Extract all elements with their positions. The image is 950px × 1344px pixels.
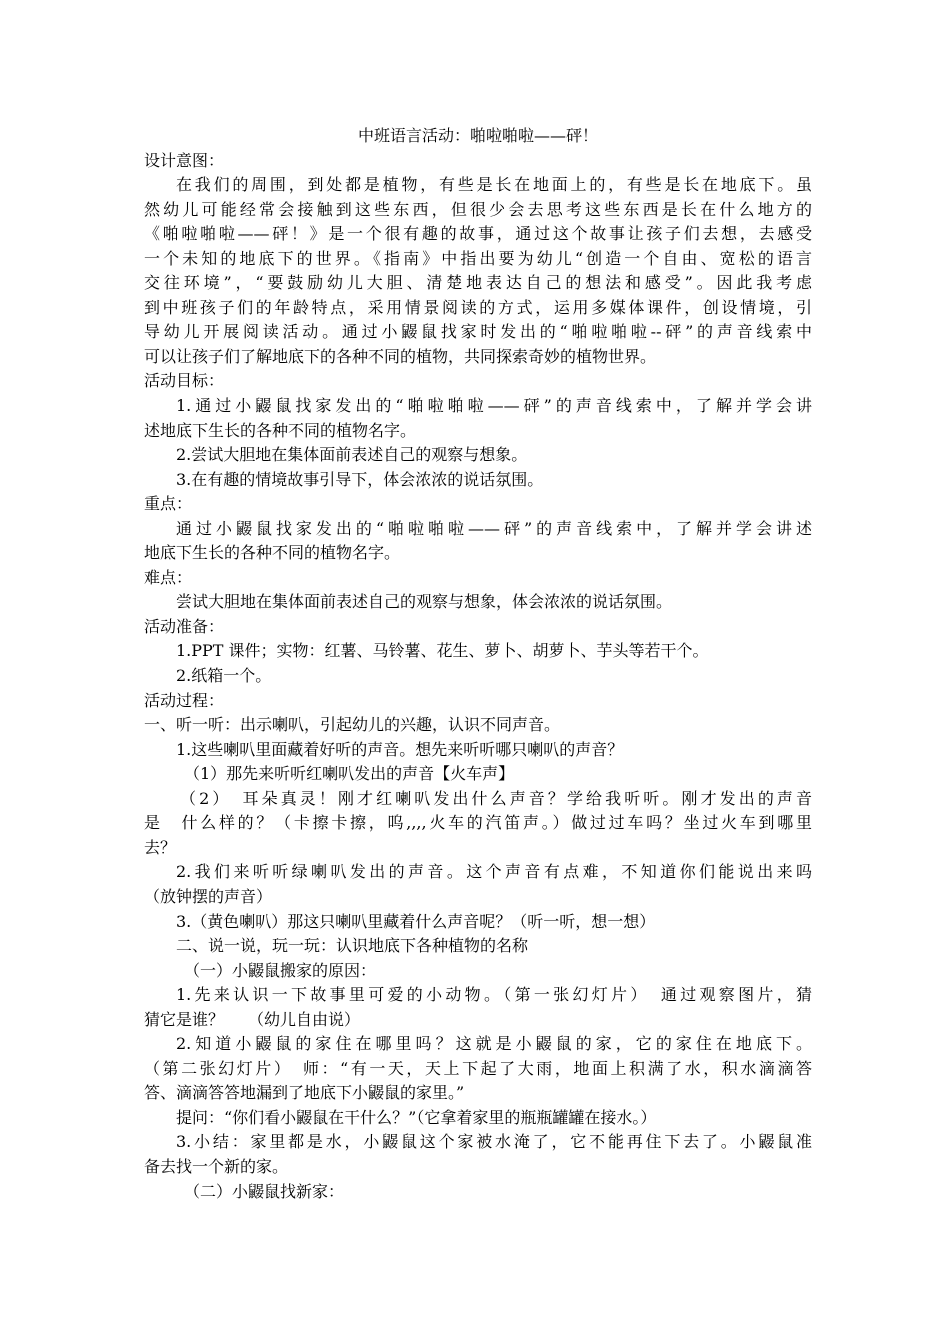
paragraph-line: 猜它是谁？ （幼儿自由说） [144,1009,361,1029]
paragraph-line: 然幼儿可能经常会接触到这些东西，但很少会去思考这些东西是长在什么地方的 [144,199,812,219]
paragraph-line: 去？ [144,837,177,857]
paragraph-line: 交往环境”，“要鼓励幼儿大胆、清楚地表达自己的想法和感受”。因此我考虑 [144,273,812,293]
paragraph-line: 1.通过小鼹鼠找家发出的“啪啦啪啦——砰”的声音线索中，了解并学会讲 [176,396,812,416]
section-heading: 难点： [144,567,193,587]
paragraph-line: 1.先来认识一下故事里可爱的小动物。（第一张幻灯片） 通过观察图片，猜 [176,985,812,1005]
paragraph-line: 2.我们来听听绿喇叭发出的声音。这个声音有点难，不知道你们能说出来吗 [176,862,812,882]
paragraph-line: 1.这些喇叭里面藏着好听的声音。想先来听听哪只喇叭的声音？ [176,739,624,759]
paragraph-line: 提问：“你们看小鼹鼠在干什么？”（它拿着家里的瓶瓶罐罐在接水。） [176,1107,657,1127]
section-heading: 活动目标： [144,371,225,391]
paragraph-line: 2.知道小鼹鼠的家住在哪里吗？这就是小鼹鼠的家，它的家住在地底下。 [176,1034,812,1054]
section-heading: 设计意图： [144,150,225,170]
document-title: 中班语言活动：啪啦啪啦——砰！ [357,126,598,145]
document-page [144,124,812,1204]
paragraph-line: 尝试大胆地在集体面前表述自己的观察与想象，体会浓浓的说话氛围。 [176,592,673,612]
paragraph-line: 述地底下生长的各种不同的植物名字。 [144,420,417,440]
section-heading: 活动准备： [144,616,225,636]
paragraph-line: 导幼儿开展阅读活动。通过小鼹鼠找家时发出的“啪啦啪啦--砰”的声音线索中 [144,322,812,342]
paragraph-line: 地底下生长的各种不同的植物名字。 [144,543,401,563]
paragraph-line: 二、说一说，玩一玩：认识地底下各种植物的名称 [176,936,529,956]
paragraph-line: （第二张幻灯片） 师：“有一天，天上下起了大雨，地面上积满了水，积水滴滴答 [144,1058,812,1078]
section-heading: 活动过程： [144,690,225,710]
paragraph-line: 3.小结：家里都是水，小鼹鼠这个家被水淹了，它不能再住下去了。小鼹鼠准 [176,1132,812,1152]
paragraph-line: 1.PPT 课件；实物：红薯、马铃薯、花生、萝卜、胡萝卜、芋头等若干个。 [176,641,709,661]
paragraph-line: 2.尝试大胆地在集体面前表述自己的观察与想象。 [176,445,528,465]
paragraph-line: 3.（黄色喇叭）那这只喇叭里藏着什么声音呢？（听一听，想一想） [176,911,656,931]
paragraph-line: （二）小鼹鼠找新家： [184,1181,345,1201]
paragraph-line: 可以让孩子们了解地底下的各种不同的植物，共同探索奇妙的植物世界。 [144,346,657,366]
paragraph-line: （1）那先来听听红喇叭发出的声音【火车声】 [184,764,515,784]
paragraph-line: 《啪啦啪啦——砰！》是一个很有趣的故事，通过这个故事让孩子们去想，去感受 [144,224,812,244]
paragraph-line: 2.纸箱一个。 [176,666,272,686]
paragraph-line: 备去找一个新的家。 [144,1156,289,1176]
paragraph-line: 通过小鼹鼠找家发出的“啪啦啪啦——砰”的声音线索中，了解并学会讲述 [176,518,812,538]
paragraph-line: 到中班孩子们的年龄特点，采用情景阅读的方式，运用多媒体课件，创设情境，引 [144,297,812,317]
paragraph-line: （一）小鼹鼠搬家的原因： [184,960,377,980]
paragraph-line: 答、滴滴答答地漏到了地底下小鼹鼠的家里。” [144,1083,465,1103]
paragraph-line: 是 什么样的？（卡擦卡擦，呜,,,,火车的汽笛声。）做过过车吗？坐过火车到哪里 [144,813,812,833]
paragraph-line: （2） 耳朵真灵！刚才红喇叭发出什么声音？学给我听听。刚才发出的声音 [180,788,812,808]
section-heading: 重点： [144,494,193,514]
paragraph-line: 3.在有趣的情境故事引导下，体会浓浓的说话氛围。 [176,469,544,489]
paragraph-line: 在我们的周围，到处都是植物，有些是长在地面上的，有些是长在地底下。虽 [176,175,812,195]
paragraph-line: （放钟摆的声音） [144,886,273,906]
paragraph-line: 一个未知的地底下的世界。《指南》中指出要为幼儿“创造一个自由、宽松的语言 [144,248,812,268]
paragraph-line: 一、听一听：出示喇叭，引起幼儿的兴趣，认识不同声音。 [144,715,561,735]
